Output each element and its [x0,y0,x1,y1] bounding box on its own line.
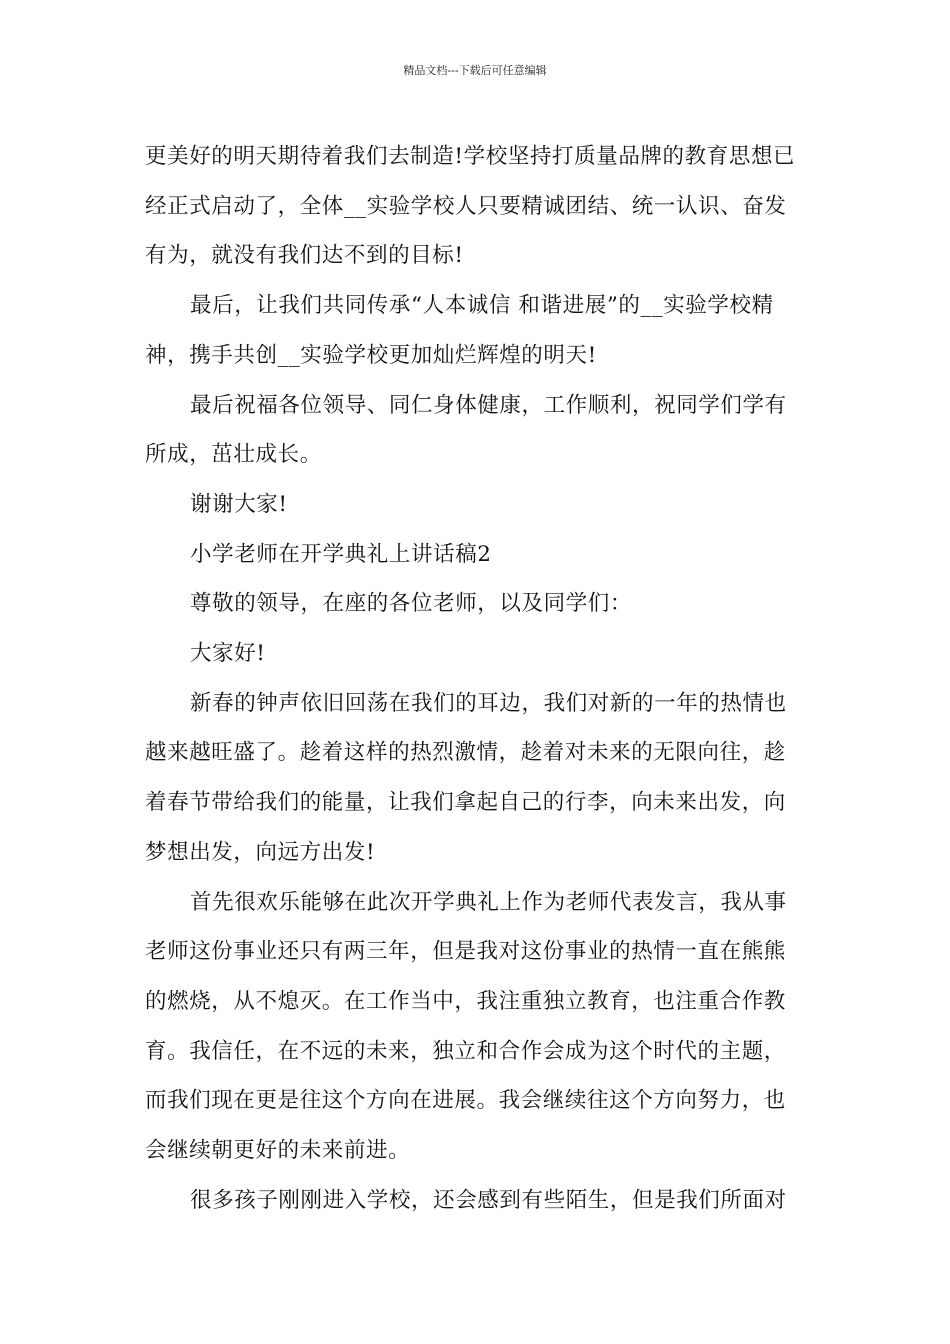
text-line: 而我们现在更是往这个方向在进展。我会继续往这个方向努力，也 [145,1088,786,1114]
paragraph [145,878,815,1176]
section-title [145,530,815,580]
text-line: 所成，茁壮成长。 [145,442,322,468]
page-header: 精品文档---下载后可任意编辑 [403,64,547,77]
text-line: 育。我信任，在不远的未来，独立和合作会成为这个时代的主题， [145,1038,786,1064]
document-body [145,132,815,1225]
paragraph [145,679,815,878]
text-line: 越来越旺盛了。趁着这样的热烈激情，趁着对未来的无限向往，趁 [145,740,786,766]
text-line: 谢谢大家! [190,491,288,517]
text-line: 新春的钟声依旧回荡在我们的耳边，我们对新的一年的热情也 [190,690,787,716]
text-line: 首先很欢乐能够在此次开学典礼上作为老师代表发言，我从事 [190,889,787,915]
text-line: 有为，就没有我们达不到的目标! [145,243,464,269]
paragraph [145,629,815,679]
text-line: 经正式启动了，全体__实验学校人只要精诚团结、统一认识、奋发 [145,193,787,219]
text-line: 大家好! [190,641,266,667]
text-line: 尊敬的领导，在座的各位老师，以及同学们： [190,591,633,617]
text-line: 着春节带给我们的能量，让我们拿起自己的行李，向未来出发，向 [145,790,786,816]
paragraph [145,381,815,480]
text-line: 小学老师在开学典礼上讲话稿2 [190,541,492,567]
text-line: 的燃烧，从不熄灭。在工作当中，我注重独立教育，也注重合作教 [145,988,786,1014]
text-line: 老师这份事业还只有两三年，但是我对这份事业的热情一直在熊熊 [145,939,786,965]
text-line: 梦想出发，向远方出发! [145,839,376,865]
text-line: 最后，让我们共同传承“人本诚信 和谐进展”的__实验学校精 [190,293,774,319]
paragraph [145,1176,815,1226]
paragraph [145,480,815,530]
text-line: 很多孩子刚刚进入学校，还会感到有些陌生，但是我们所面对 [190,1187,787,1213]
paragraph [145,281,815,380]
text-line: 最后祝福各位领导、同仁身体健康，工作顺利，祝同学们学有 [190,392,787,418]
text-line: 更美好的明天期待着我们去制造!学校坚持打质量品牌的教育思想已 [145,144,796,169]
text-line: 神，携手共创__实验学校更加灿烂辉煌的明天! [145,342,597,368]
paragraph [145,132,815,281]
paragraph [145,579,815,629]
text-line: 会继续朝更好的未来前进。 [145,1138,411,1164]
